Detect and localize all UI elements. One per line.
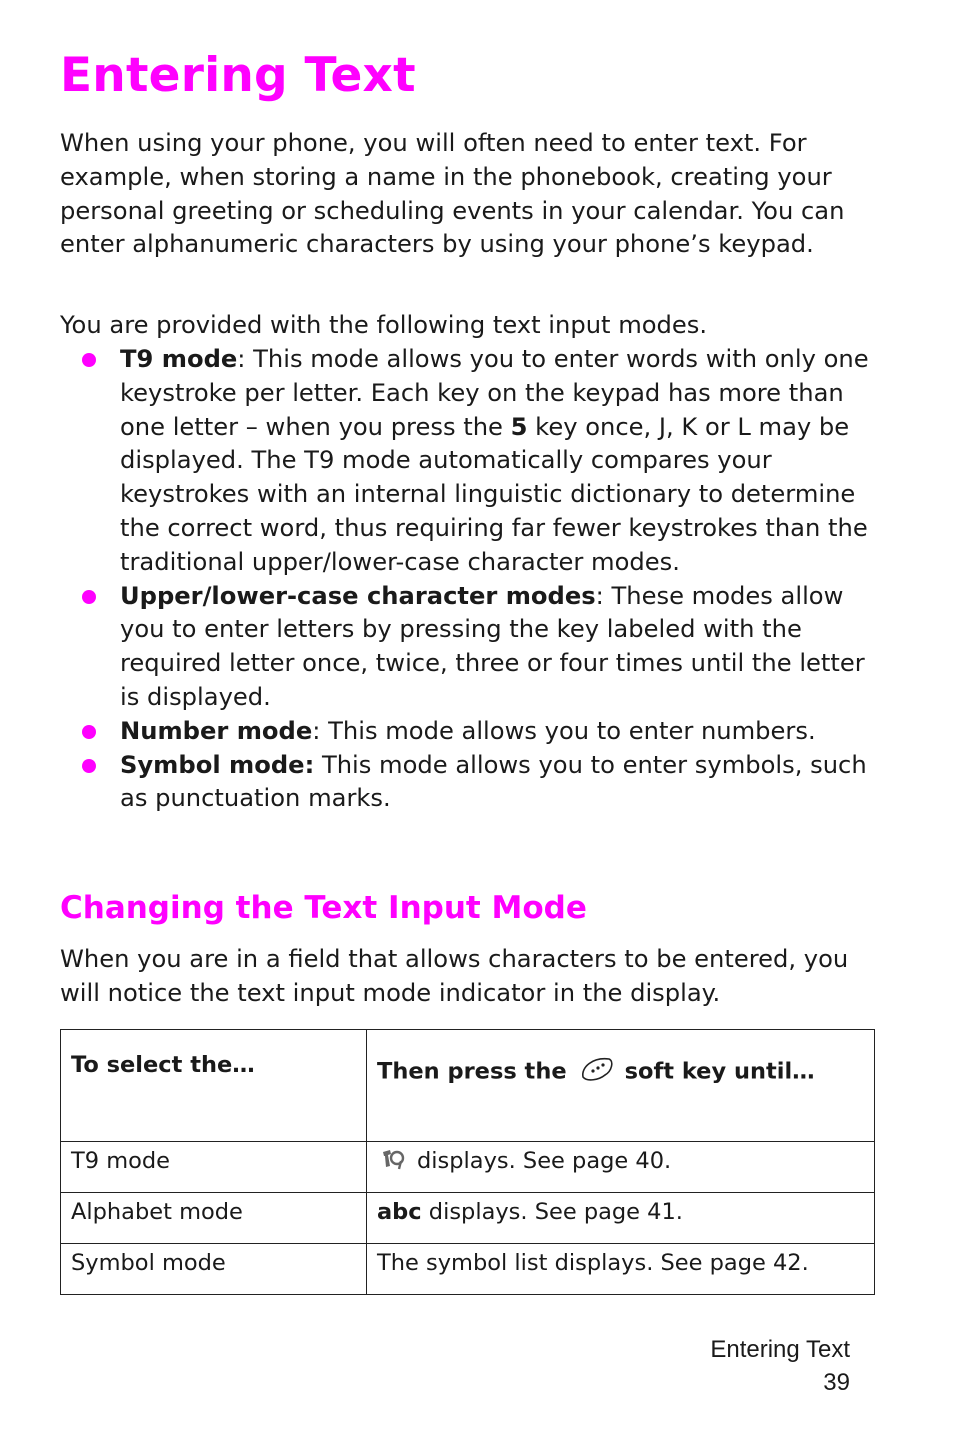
mode-description: This mode allows you to enter symbols, such as punctuation marks. <box>120 750 867 813</box>
list-item-number-mode <box>60 715 876 749</box>
mode-description: : This mode allows you to enter words with only one keystroke per letter. Each key on the keypad has more than one letter – when you press the <box>120 345 869 441</box>
page-title: Entering Text <box>60 48 416 103</box>
intro-paragraph: When using your phone, you will often need to enter text. For example, when storing a name in the phonebook, creating your personal greeting or scheduling events in your calendar. You can enter alphanumeric characters by using your phone’s keypad. <box>60 129 845 259</box>
header-text-b: soft key until… <box>624 1058 815 1085</box>
bullet-icon <box>82 759 96 773</box>
mode-name: Number mode <box>120 716 313 745</box>
table-header-press <box>367 1030 875 1142</box>
table-row <box>61 1193 875 1244</box>
page-footer <box>710 1333 850 1399</box>
soft-key-icon <box>579 1055 615 1083</box>
bullet-icon <box>82 353 96 367</box>
input-modes-list <box>60 343 876 816</box>
list-item-symbol-mode <box>60 749 876 817</box>
table-cell-mode: Alphabet mode <box>61 1193 367 1244</box>
table-cell-mode: Symbol mode <box>61 1244 367 1295</box>
list-item-t9-mode <box>60 343 876 580</box>
table-cell-result <box>367 1193 875 1244</box>
mode-name: T9 mode <box>120 345 238 373</box>
key-label: 5 <box>510 412 528 441</box>
footer-section-name: Entering Text <box>710 1336 850 1363</box>
table-header-row <box>61 1030 875 1142</box>
page-number: 39 <box>823 1369 850 1396</box>
table-header-select: To select the… <box>61 1030 367 1142</box>
bullet-icon <box>82 725 96 739</box>
result-bold-text: abc <box>377 1199 422 1225</box>
mode-description: key once, J, K or L may be displayed. The T9 mode automatically compares your keystrokes with an internal linguistic dictionary to determine the correct word, thus requiring far fewer keystrokes than the traditional upper/lower-case character modes. <box>120 412 868 576</box>
table-cell-result <box>367 1142 875 1193</box>
mode-name: Upper/lower-case character modes <box>120 581 596 610</box>
input-mode-table <box>60 1029 875 1295</box>
table-cell-mode: T9 mode <box>61 1142 367 1193</box>
t9-mode-icon <box>381 1148 405 1170</box>
mode-name: Symbol mode: <box>120 750 315 779</box>
field-note-paragraph: When you are in a field that allows characters to be entered, you will notice the text input mode indicator in the display. <box>60 945 849 1007</box>
bullet-icon <box>82 590 96 604</box>
section-title: Changing the Text Input Mode <box>60 890 587 926</box>
table-row <box>61 1244 875 1295</box>
mode-description: : These modes allow you to enter letters by pressing the key labeled with the required letter once, twice, three or four times until the letter is displayed. <box>120 581 865 711</box>
header-text-a: Then press the <box>377 1058 567 1085</box>
table-row <box>61 1142 875 1193</box>
modes-lead-text: You are provided with the following text input modes. <box>60 311 708 339</box>
list-item-case-modes <box>60 580 876 715</box>
table-cell-result: The symbol list displays. See page 42. <box>367 1244 875 1295</box>
result-text: displays. See page 40. <box>417 1148 672 1174</box>
result-text: displays. See page 41. <box>421 1199 683 1225</box>
mode-description: : This mode allows you to enter numbers. <box>312 716 816 745</box>
